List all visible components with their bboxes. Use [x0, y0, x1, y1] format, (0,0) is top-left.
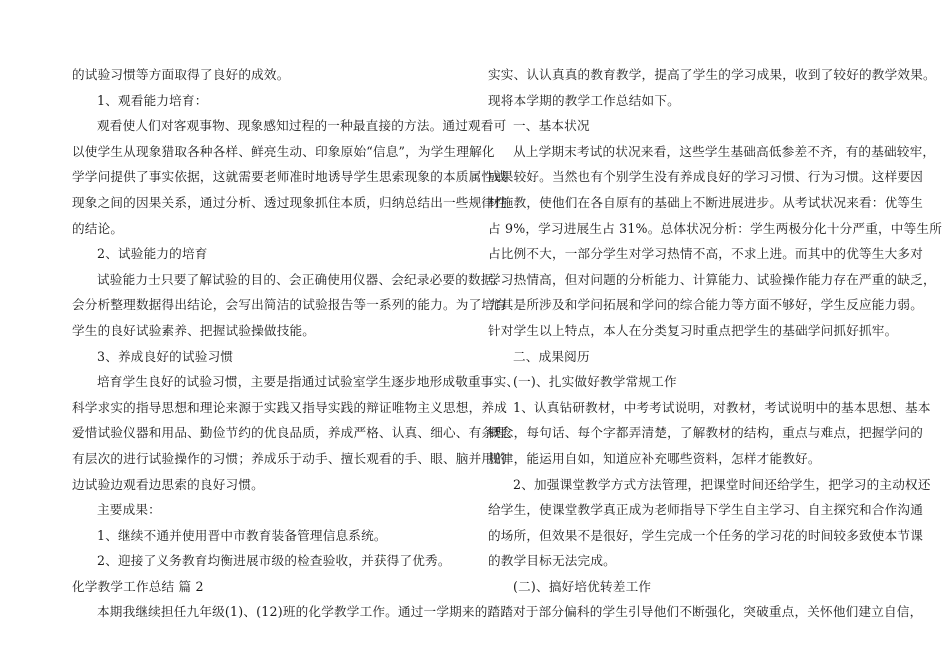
text-line: 2、试验能力的培育 [97, 246, 208, 262]
text-line: (一)、扎实做好教学常规工作 [513, 374, 677, 390]
text-line: 科学求实的指导思想和理论来源于实践又指导实践的辩证唯物主义思想，养成 [72, 399, 507, 415]
text-line: 的试验习惯等方面取得了良好的成效。 [72, 67, 290, 82]
text-line: 对于部分偏科的学生引导他们不断强化，突破重点，关怀他们建立自信， [513, 604, 923, 620]
text-line: 占比例不大，一部分学生对学习热情不高，不求上进。而其中的优等生大多对 [488, 246, 923, 262]
text-line: 学生的良好试验素养、把握试验操做技能。 [72, 322, 316, 338]
text-line: 现将本学期的教学工作总结如下。 [488, 92, 680, 108]
text-line: 实实、认认真真的教育教学，提高了学生的学习成果，收到了较好的教学效果。 [488, 67, 936, 82]
text-line: (二)、搞好培优转差工作 [513, 578, 652, 594]
text-line: 尤其是所涉及和学问拓展和学问的综合能力等方面不够好，学生反应能力弱。 [488, 297, 923, 313]
text-line: 概念，每句话、每个字都弄清楚，了解教材的结构，重点与难点，把握学问的 [488, 425, 923, 441]
text-line: 规律，能运用自如，知道应补充哪些资料，怎样才能教好。 [488, 450, 821, 466]
text-line: 现象之间的因果关系，通过分析、透过现象抓住本质，归纳总结出一些规律性 [72, 194, 507, 210]
text-line: 试验能力士只要了解试验的目的、会正确使用仪器、会纪录必要的数据、 [97, 271, 507, 287]
text-line: 材施教，使他们在各自原有的基础上不断进展进步。从考试状况来看：优等生 [488, 194, 923, 210]
text-line: 主要成果： [97, 502, 161, 518]
text-line: 爱惜试验仪器和用品、勤俭节约的优良品质，养成严格、认真、细心、有条理、 [72, 425, 520, 441]
text-line: 3、养成良好的试验习惯 [97, 348, 234, 364]
text-line: 成果较好。当然也有个别学生没有养成良好的学习习惯、行为习惯。这样要因 [488, 169, 923, 185]
text-line: 学习热情高，但对问题的分析能力、计算能力、试验操作能力存在严重的缺乏， [488, 271, 936, 287]
text-line: 化学教学工作总结 篇 2 [72, 578, 204, 594]
text-line: 一、基本状况 [513, 118, 590, 134]
text-line: 1、继续不通并使用晋中市教育装备管理信息系统。 [97, 527, 387, 543]
text-line: 给学生，使课堂教学真正成为老师指导下学生自主学习、自主探究和合作沟通 [488, 502, 923, 518]
text-line: 学学问提供了事实依据，这就需要老师准时地诱导学生思索现象的本质属性或 [72, 169, 507, 185]
text-line: 以使学生从现象猎取各种各样、鲜亮生动、印象原始“信息”，为学生理解化 [72, 143, 495, 159]
text-line: 的结论。 [72, 220, 124, 236]
text-line: 2、加强课堂教学方式方法管理，把课堂时间还给学生，把学习的主动权还 [513, 476, 931, 492]
right-column [488, 62, 942, 625]
text-line: 会分析整理数据得出结论，会写出简洁的试验报告等一系列的能力。为了培育 [72, 297, 507, 313]
text-line: 从上学期末考试的状况来看，这些学生基础高低参差不齐，有的基础较牢， [513, 143, 936, 159]
text-line: 的场所，但效果不是很好，学生完成一个任务的学习花的时间较多致使本节课 [488, 527, 923, 543]
text-line: 培育学生良好的试验习惯，主要是指通过试验室学生逐步地形成敬重事实、 [97, 374, 520, 390]
text-line: 二、成果阅历 [513, 348, 590, 364]
text-line: 的教学目标无法完成。 [488, 553, 616, 569]
text-line: 占 9%，学习进展生占 31%。总体状况分析：学生两极分化十分严重，中等生所 [488, 220, 942, 236]
text-line: 观看使人们对客观事物、现象感知过程的一种最直接的方法。通过观看可 [97, 118, 507, 134]
text-line: 有层次的进行试验操作的习惯；养成乐于动手、擅长观看的手、眼、脑并用的 [72, 450, 507, 466]
text-line: 本期我继续担任九年级(1)、(12)班的化学教学工作。通过一学期来的踏踏 [97, 604, 514, 620]
left-column [72, 62, 520, 625]
text-line: 1、认真钻研教材，中考考试说明，对教材，考试说明中的基本思想、基本 [513, 399, 931, 415]
text-line: 1、观看能力培育： [97, 92, 208, 108]
text-line: 边试验边观看边思索的良好习惯。 [72, 476, 264, 492]
text-line: 针对学生以上特点，本人在分类复习时重点把学生的基础学问抓好抓牢。 [488, 322, 898, 338]
text-line: 2、迎接了义务教育均衡进展市级的检查验收，并获得了优秀。 [97, 553, 451, 569]
